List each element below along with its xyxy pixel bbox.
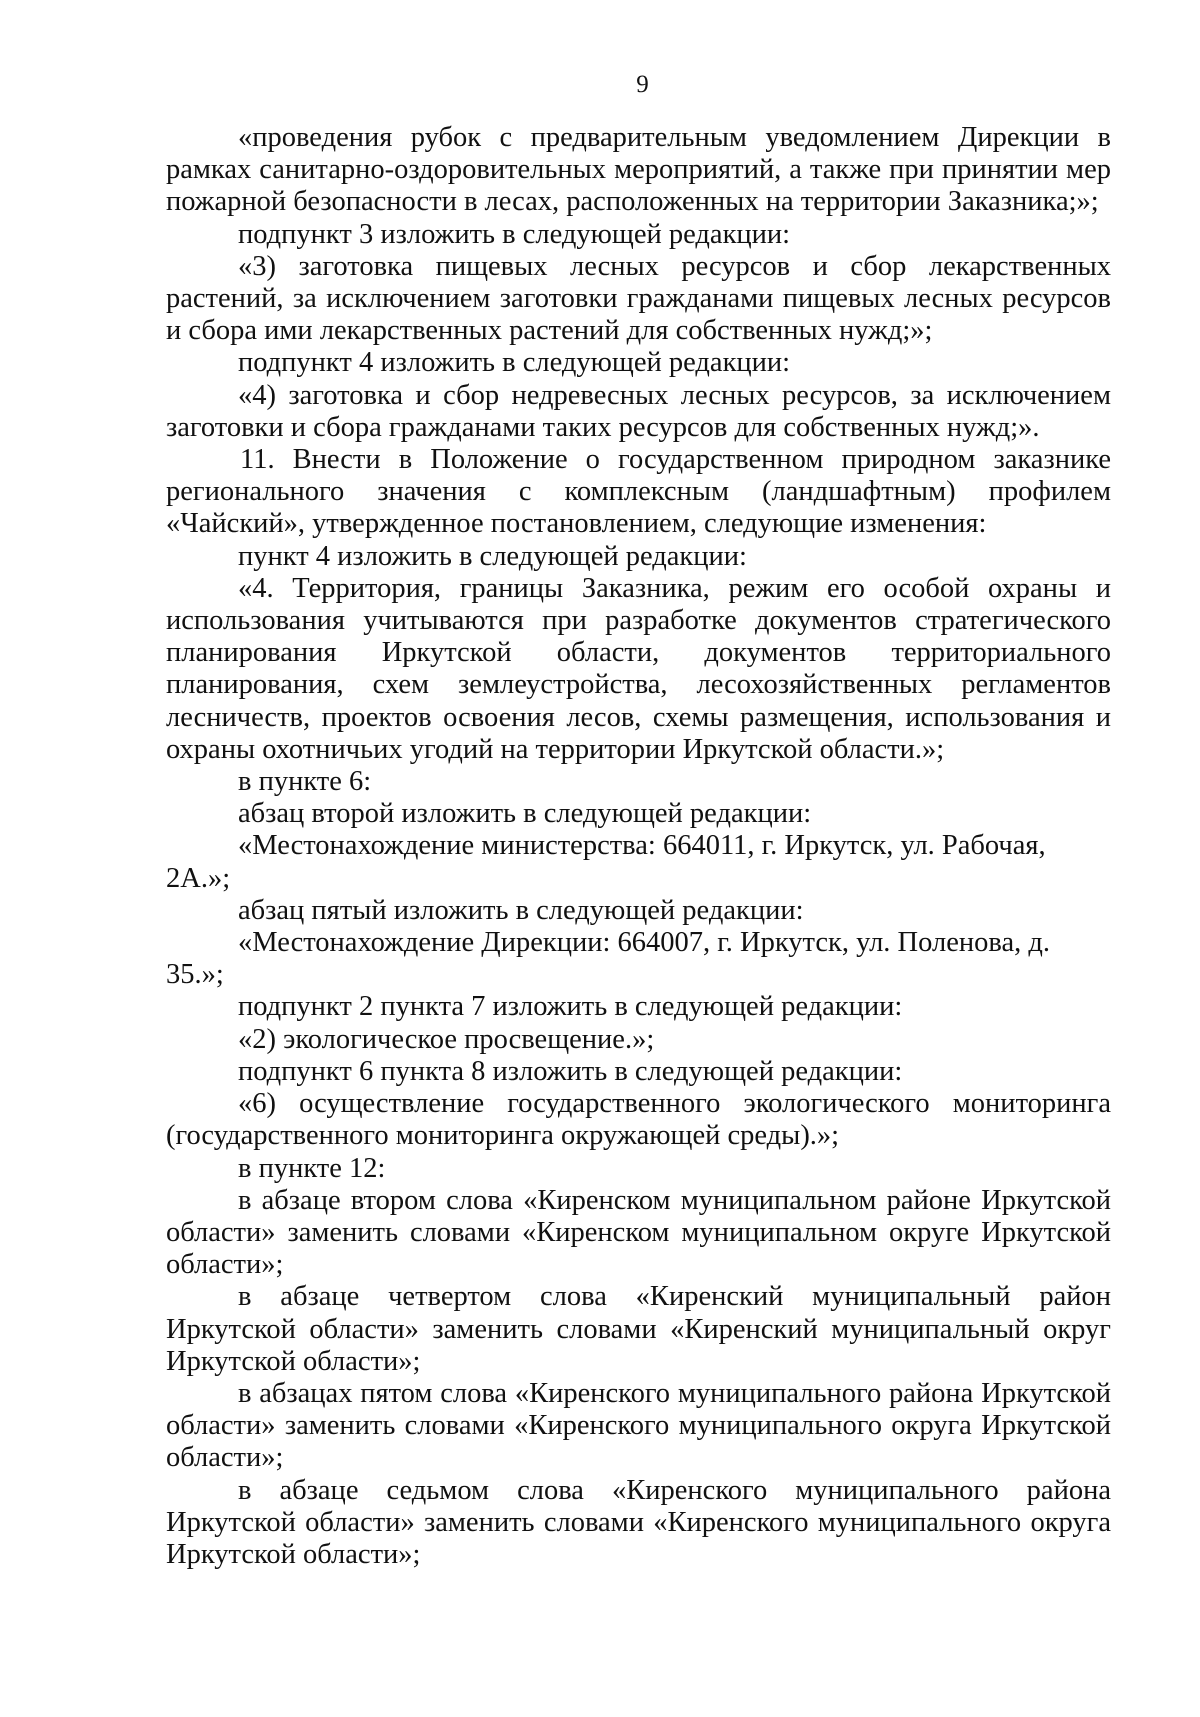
- paragraph: подпункт 3 изложить в следующей редакции:: [238, 218, 791, 250]
- paragraph: в абзаце четвертом слова «Киренский муниципальный район Иркутской области» заменить словами «Киренский муниципальный округ Иркутской области»;: [166, 1281, 1111, 1377]
- paragraph: в абзаце седьмом слова «Киренского муниципального района Иркутской области» заменить словами «Киренского муниципального округа Иркутской области»;: [166, 1474, 1111, 1570]
- paragraph: подпункт 4 изложить в следующей редакции:: [238, 347, 791, 379]
- paragraph: «Местонахождение Дирекции: 664007, г. Иркутск, ул. Поленова, д. 35.»;: [166, 927, 1050, 991]
- paragraph: в абзацах пятом слова «Киренского муниципального района Иркутской области» заменить словами «Киренского муниципального округа Иркутской области»;: [166, 1377, 1111, 1474]
- paragraph: пункт 4 изложить в следующей редакции:: [238, 540, 747, 572]
- paragraph: «3) заготовка пищевых лесных ресурсов и сбор лекарственных растений, за исключением заготовки гражданами пищевых лесных ресурсов и сбора ими лекарственных растений для собственных нужд;»;: [166, 250, 1111, 347]
- paragraph: «проведения рубок с предварительным уведомлением Дирекции в рамках санитарно-оздоровительных мероприятий, а также при принятии мер пожарной безопасности в лесах, расположенных на территории Заказника;»;: [166, 122, 1111, 218]
- paragraph: абзац второй изложить в следующей редакции:: [238, 798, 812, 830]
- paragraph: подпункт 6 пункта 8 изложить в следующей редакции:: [238, 1055, 903, 1087]
- paragraph: «4) заготовка и сбор недревесных лесных ресурсов, за исключением заготовки и сбора гражданами таких ресурсов для собственных нужд;».: [166, 379, 1111, 443]
- paragraph: 11. Внести в Положение о государственном природном заказнике регионального значения с комплексным (ландшафтным) профилем «Чайский», утвержденное постановлением, следующие изменения:: [166, 444, 1111, 540]
- paragraph: в абзаце втором слова «Киренском муниципальном районе Иркутской области» заменить словами «Киренском муниципальном округе Иркутской области»;: [166, 1184, 1111, 1281]
- page-number: 9: [636, 71, 649, 98]
- document-body: [166, 122, 1111, 1571]
- paragraph: «2) экологическое просвещение.»;: [238, 1023, 655, 1055]
- paragraph: «4. Территория, границы Заказника, режим его особой охраны и использования учитываются при разработке документов стратегического планирования Иркутской области, документов территориального планирования, схем землеустройства, лесохозяйственных регламентов лесничеств, проектов освоения лесов, схемы размещения, использования и охраны охотничьих угодий на территории Иркутской области.»;: [166, 572, 1111, 765]
- paragraph: «6) осуществление государственного экологического мониторинга (государственного мониторинга окружающей среды).»;: [166, 1088, 1111, 1152]
- paragraph: абзац пятый изложить в следующей редакции:: [238, 894, 804, 926]
- paragraph: подпункт 2 пункта 7 изложить в следующей редакции:: [238, 991, 903, 1023]
- paragraph: в пункте 6:: [238, 766, 372, 798]
- paragraph: «Местонахождение министерства: 664011, г. Иркутск, ул. Рабочая, 2А.»;: [166, 830, 1046, 894]
- paragraph: в пункте 12:: [238, 1152, 386, 1184]
